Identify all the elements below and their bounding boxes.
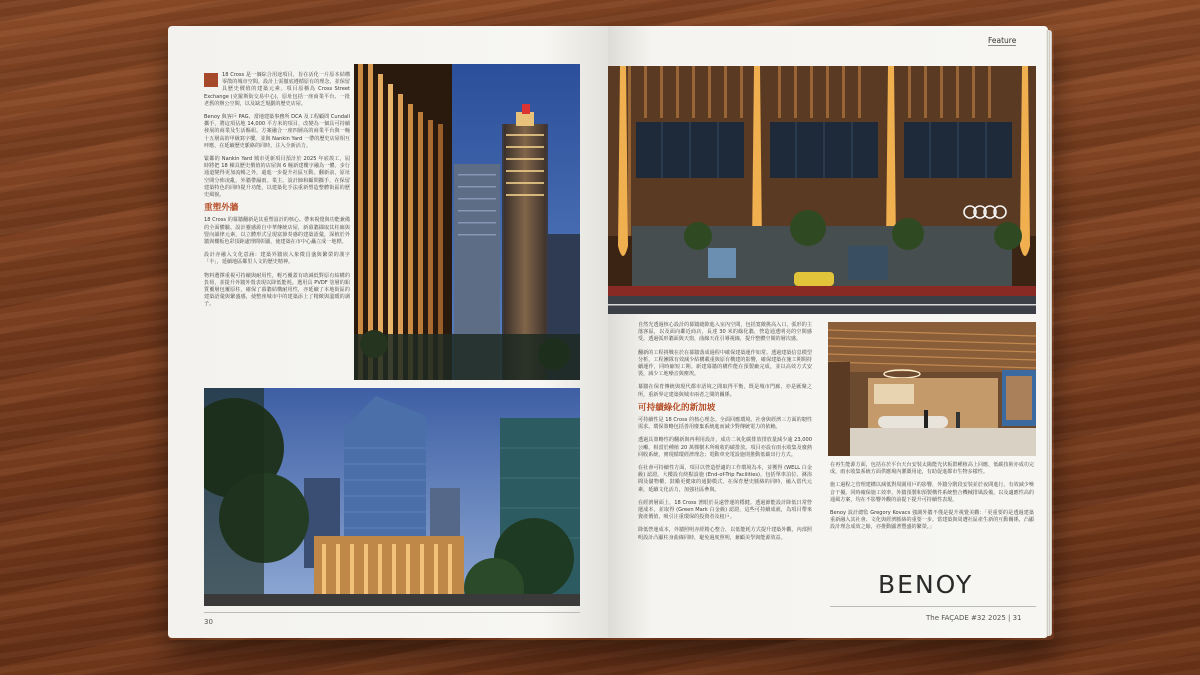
body-paragraph: 在經濟層面上，18 Cross 著眼於長遠營運的穩健。透過節能設計降低日常營運成本，並取得 (Green Mark 白金級) 認證，這些可持續成就，為項目帶來資產價值，吸引注重環保的投資者及租戶。 [638,499,812,521]
body-paragraph: 可持續性是 18 Cross 的核心理念。全面回應環境、社會與經濟三方面的韌性需求。環保策略包括善用廢棄系統進而減少對傳統電力的依賴。 [638,417,812,431]
page-number: 30 [204,618,213,626]
quote-paragraph: Benoy 設計總監 Gregory Kovacs 強調外牆不僅是提升視覺美觀：「更重要的是透過建築重新融入其社會、文化與經濟脈絡的重要一步。當建築與周遭社區產生新的互動關係，凸顯設計理念成效之餘，亦推動顯著豐盛的繁榮。」 [830,510,1034,531]
page-edges [1046,30,1052,636]
page-folio: The FAÇADE #32 2025 | 31 [926,614,1022,622]
body-paragraph: 物料選擇重視可持續與耐用性，輕巧覆蓋有助減低對原有結構的負荷，並提升外牆外殼表現以降低能耗。選用具 PVDF 塗層的鋁質覆層包覆原柱，確保了幕牆結構耐用性，亦延續了本地街區的建築語彙與繁盛感，使整座城市中的建築添上了精緻與溫暖的調子。 [204,272,350,308]
photo-caption: 在再生能源方面，包括在於平台天台安裝太陽能光伏板群種植高上回應，低碳技術亦成功完成，雨水收集系統方面供應場內灌溉用途，有助促進都市生物多樣性。 [830,462,1034,476]
facade-street-photo [608,66,1036,314]
right-text-column-1 [638,322,812,548]
dropcap-block [204,73,218,87]
footer-rule [204,612,580,613]
lobby-interior-photo [828,322,1036,456]
body-paragraph: 緊鄰的 Nankin Yard 城市更新項目預計於 2025 年底竣工，屆時將把 18 棟具歷史價值的店屋與 6 幢新建樓宇融為一體。步行通道變得更加流暢之外，還進一步提升社區互動。翻新前，原址空間分佈凌亂，外牆帶漏雨。業主、設計師和顧問攜手，在保留建築特色的同時提升功能，以建築化手法重新塑造整體街區的歷史風貌。 [204,156,350,199]
body-paragraph: 幕牆在保育傳統與現代都市語境之間取得平衡，既是城市門廊，亦是匯聚之所，重新界定建築與城市兩者之間的關係。 [638,384,812,398]
body-paragraph: 透過具策略性的翻新與再利用設計，成功二氧化碳排放排放量減少逾 23,000 公噸，相當於種植 20 萬棵樹木所吸收的碳排放。項目亦設有雨水收集及廢熱回收系統，實現循環經濟理念；電動車充電設施則推動低碳出行方式。 [638,437,812,458]
body-paragraph: Benoy 與客戶 PAG、當地建築事務所 DCA 及工程顧問 Cundall 攜手，將這項佔地 14,000 平方米的項目，改變為一個具可持續發展的商業及生活樞紐。方案融合一座四層高的商業平台與一幢十五層高的甲級寫字樓，並與 Nankin Yard 一帶的歷史店屋相互呼應，在延續歷史脈絡的同時，注入全新活力。 [204,114,350,149]
tower-night-photo [354,64,580,380]
right-page [608,26,1048,638]
body-paragraph: 施工過程之管理建構以減低對周圍用戶的影響，外牆分階段安裝並於夜間進行，有效減少噪音干擾。同時確保施工效率，外牆預製和預製構件系統整合機械排風設備，以及適應性高的通風方案，均在不影響外觀的前提下提升可持續性表現。 [830,482,1034,503]
body-paragraph: 自然光透過核心設計的幕牆縫隙進入室內空間，包括寬敞挑高入口，弧形的主落客區，以及面向鄰近商店，長達 30 米的綠化牆，營造通透明亮的空間感受。透過弧形牆面與天窗，曲線天花引導視線，提升整體空間的層次感。 [638,322,812,343]
tower-dusk-photo [204,388,580,606]
right-text-column-2 [830,462,1034,538]
left-page [168,26,608,638]
benoy-logo: BENOY [878,570,974,599]
body-paragraph: 翻新的工程挑戰在於在幕牆落成過程中確保建築運作如常。透過建築信息模型分析，工程團隊有效減少結構載重與原有構建的影響，確保建築在施工期間持續運作，同時縮短工期。新建幕牆的構件能在預製廠完成，並以高效方式安裝，減少工地噪音與塵埃。 [638,349,812,378]
body-paragraph: 在社會可持續性方面，項目以營造舒適的工作環境為本，並獲得 (WELL 白金級) 認證。大樓設有終點設施 (End-of-Trip Facilities)，包括單車泊位、淋浴間及儲物櫃，鼓勵更健康的通勤模式。在保育歷史脈絡的同時，融入當代元素，延續文化活力，加強社區參與。 [638,465,812,493]
body-paragraph: 設計亦融入文化意涵：建築外牆嵌入象徵昌盛與繁榮的漢字「丰」，延續地區鄰里人文的歷史精神。 [204,252,350,266]
left-text-column [204,72,350,315]
feature-tag: Feature [988,36,1017,45]
body-paragraph: 降低營運成本，外牆照明亦經精心整合，以低能耗方式提升建築外觀，內部照明設計凸顯柱身曲線同時，避免過度照明，兼顧美學與能源效益。 [638,527,812,541]
intro-paragraph: 18 Cross 是一個綜合用途項目，旨在活化一片原本結構零散的城市空間。設計上需徹底遵循原有的理念，並保留具歷史價值的建築元素。項目原稱為 Cross Street Exchange (克羅斯街交易中心)，原址包括一座商業平台、一批老舊的辦公空間，以及缺乏規劃的歷史店屋。 [204,72,350,107]
footer-rule [830,606,1036,607]
section-heading: 可持續綠化的新加坡 [638,402,716,413]
section-heading: 重塑外牆 [204,203,239,214]
body-paragraph: 18 Cross 的幕牆翻新是其重塑設計的核心。帶來視覺與功能兼備的全面體驗。設計靈感源自中華傳統店屋，新幕牆擷取其柱廊與豎向韻律元素，以立體形式呈現富節奏感的建築語彙，深植於外牆與樓板色彩頂距處理間彰顯，使建築在市中心矗立成一地標。 [204,217,350,246]
